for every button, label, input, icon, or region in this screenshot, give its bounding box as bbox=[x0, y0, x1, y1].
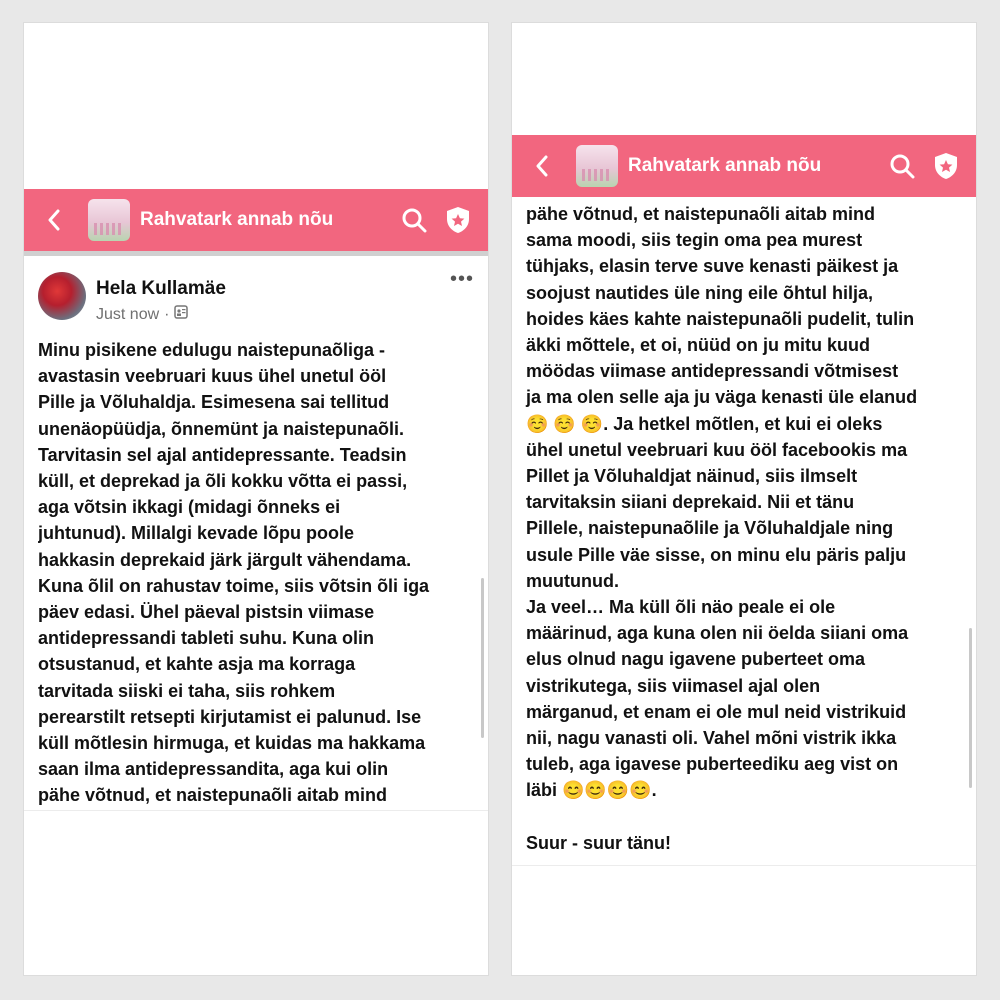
more-options-icon[interactable]: ••• bbox=[449, 268, 474, 290]
back-arrow-icon[interactable] bbox=[42, 208, 66, 232]
author-name[interactable]: Hela Kullamäe bbox=[96, 278, 226, 299]
divider bbox=[512, 865, 976, 866]
group-header bbox=[24, 189, 488, 251]
group-title[interactable]: Rahvatark annab nõu bbox=[628, 155, 822, 176]
group-icon bbox=[174, 305, 188, 324]
timestamp[interactable]: Just now bbox=[96, 305, 160, 323]
post-header bbox=[38, 270, 474, 326]
shield-star-icon[interactable] bbox=[932, 152, 960, 180]
post-body-continued: pähe võtnud, et naistepunaõli aitab mind sama moodi, siis tegin oma pea murest tühjaks, elasin terve suve kenasti päikest ja soojust nautides üle ning eile õhtul hilja, hoides käes kahte naistepunaõli pudelit, tulin äkki mõttele, et oi, nüüd on ju mitu kuud möödas viimase antidepressandi võtmisest ja ma olen selle aja ju väga kenasti üle elanud ☺️ ☺️ ☺️. Ja hetkel mõtlen, et kui ei oleks ühel unetul veebruari kuu ööl facebookis ma Pillet ja Võluhaldjat näinud, siis ilmselt tarvitaksin siiani deprekaid. Nii et tänu Pillele, naistepunaõlile ja Võluhaldjale ning usule Pille väe sisse, on minu elu päris palju muutunud. Ja veel… Ma küll õli näo peale ei ole määrinud, aga kuna olen nii öelda siiani oma elus olnud nagu igavene puberteet oma vistrikutega, siis viimasel ajal olen märganud, et enam ei ole mul neid vistrikuid nii, nagu vanasti oli. Vahel mõni vistrik ikka tuleb, aga igavese puberteediku aeg vist on läbi 😊😊😊😊. Suur - suur tänu! bbox=[526, 204, 918, 853]
avatar[interactable] bbox=[38, 272, 86, 320]
shield-star-icon[interactable] bbox=[444, 206, 472, 234]
screenshot-panel-left bbox=[23, 22, 489, 976]
post-body: Minu pisikene edulugu naistepunaõliga - avastasin veebruari kuus ühel unetul ööl Pille ja Võluhaldja. Esimesena sai tellitud unenäopüüdja, õnnemünt ja naistepunaõli. Tarvitasin sel ajal antidepressante. Teadsin küll, et deprekad ja õli kokku võtta ei passi, aga võtsin ikkagi (midagi õnneks ei juhtunud). Millalgi kevade lõpu poole hakkasin deprekaid järk järgult vähendama. Kuna õlil on rahustav toime, siis võtsin õli iga päev edasi. Ühel päeval pistsin viimase antidepressandi tableti suhu. Kuna olin otsustanud, et kahte asja ma korraga tarvitada siiski ei taha, siis rohkem perearstilt retsepti kirjutamist ei palunud. Ise küll mõtlesin hirmuga, et kuidas ma hakkama saan ilma antidepressandita, aga kui olin pähe võtnud, et naistepunaõli aitab mind bbox=[38, 340, 430, 806]
meta-separator: · bbox=[164, 305, 170, 323]
group-header bbox=[512, 135, 976, 197]
scrollbar[interactable] bbox=[481, 578, 484, 738]
group-avatar[interactable] bbox=[576, 145, 618, 187]
search-icon[interactable] bbox=[400, 206, 428, 234]
group-avatar[interactable] bbox=[88, 199, 130, 241]
scrollbar[interactable] bbox=[969, 628, 972, 788]
search-icon[interactable] bbox=[888, 152, 916, 180]
group-title[interactable]: Rahvatark annab nõu bbox=[140, 209, 334, 230]
screenshot-panel-right bbox=[511, 22, 977, 976]
back-arrow-icon[interactable] bbox=[530, 154, 554, 178]
divider bbox=[24, 810, 488, 811]
header-divider bbox=[24, 251, 488, 256]
post-meta bbox=[96, 305, 188, 324]
